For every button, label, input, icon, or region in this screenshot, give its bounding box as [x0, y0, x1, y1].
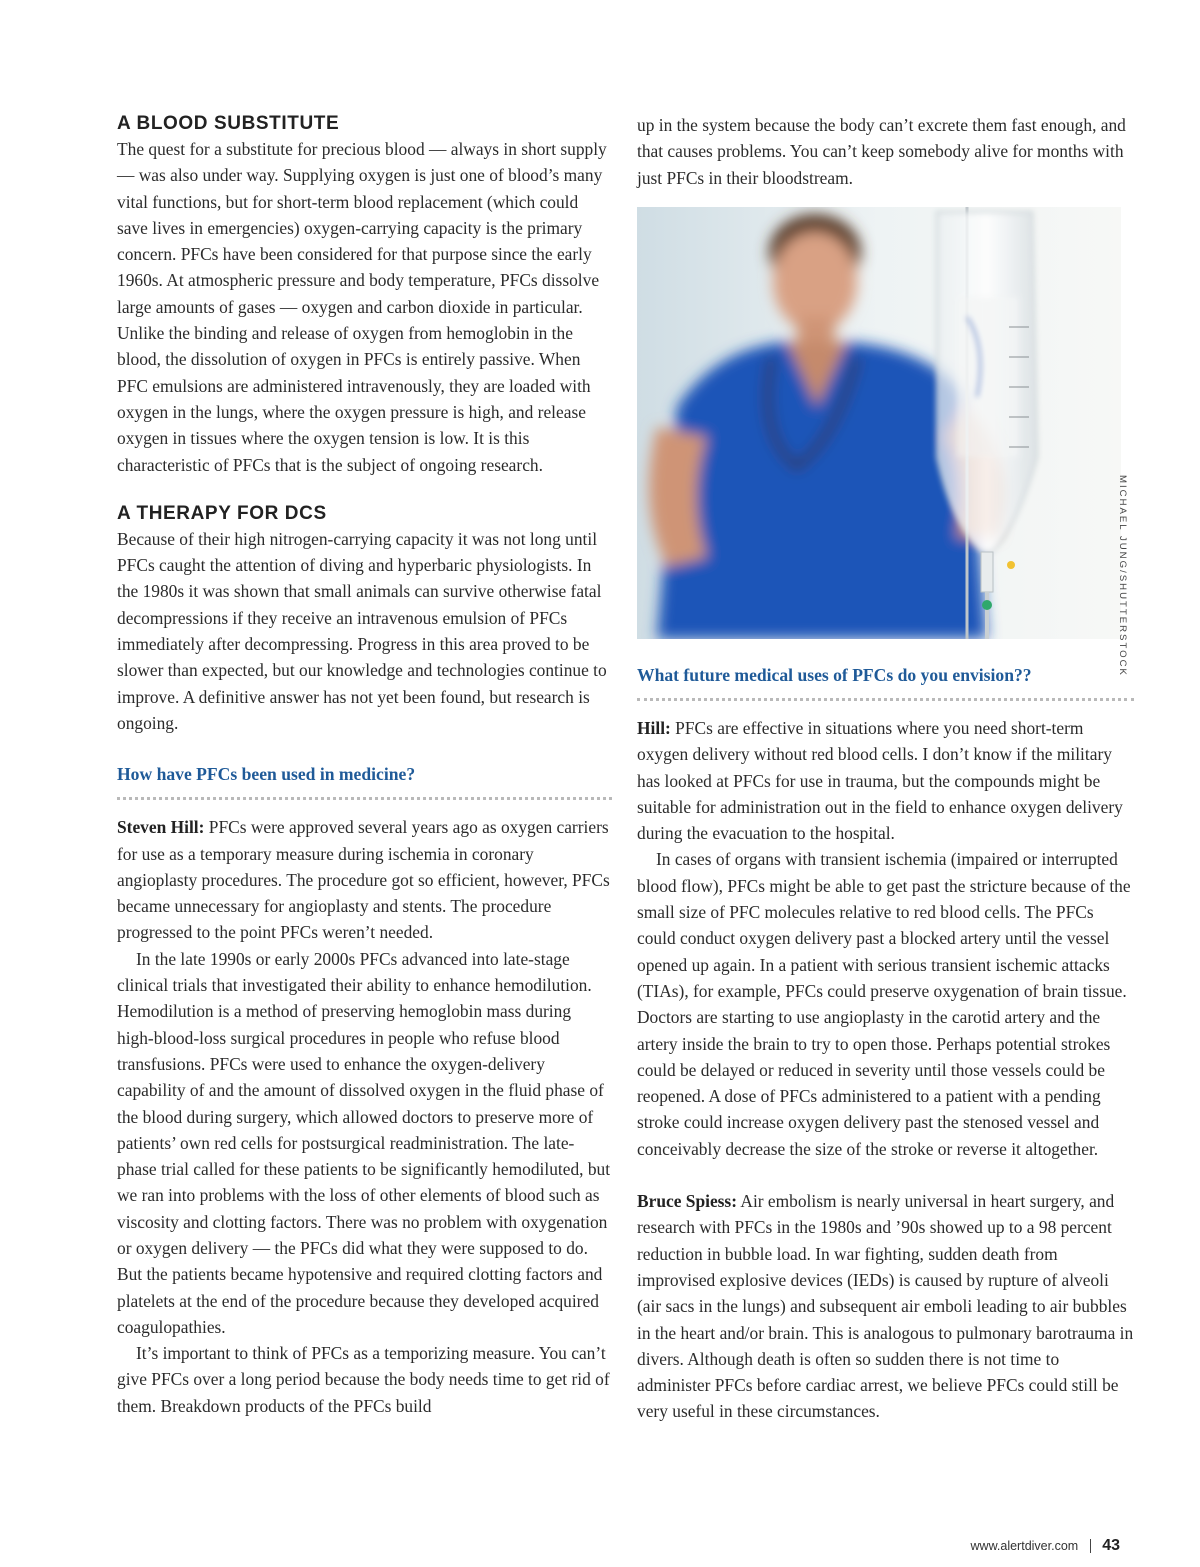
page-number: 43	[1102, 1537, 1120, 1554]
right-column	[637, 112, 1134, 191]
page-footer	[971, 1537, 1120, 1555]
photo-credit: MICHAEL JUNG/SHUTTERSTOCK	[1117, 475, 1128, 677]
left-column	[117, 112, 612, 1419]
answer-paragraph: It’s important to think of PFCs as a temporizing measure. You can’t give PFCs over a long period because the body needs time to get rid of them. Breakdown products of the PFCs build	[117, 1343, 610, 1416]
answer-text: PFCs are effective in situations where you need short-term oxygen delivery without red blood cells. I don’t know if the military has looked at PFCs for use in trauma, but the compounds might be suitable for administration out in the field to enhance oxygen delivery during the evacuation to the hospital.	[637, 718, 1123, 844]
answer-text: Air embolism is nearly universal in heart surgery, and research with PFCs in the 1980s and ’90s showed up to a 98 percent reduction in bubble load. In war fighting, sudden death from improvised explosive devices (IEDs) is caused by rupture of alveoli (air sacs in the lungs) and subsequent air emboli leading to air bubbles in the heart and/or brain. This is analogous to pulmonary barotrauma in divers. Although death is often so sudden there is not time to administer PFCs before cardiac arrest, we believe PFCs could still be very useful in these circumstances.	[637, 1191, 1134, 1422]
answer-text: PFCs were approved several years ago as oxygen carriers for use as a temporary measure during ischemia in coronary angioplasty procedures. The procedure got so efficient, however, PFCs became unnecessary for angioplasty and stents. The procedure progressed to the point PFCs weren’t needed.	[117, 817, 610, 943]
paragraph-blood-substitute: The quest for a substitute for precious blood — always in short supply — was also under way. Supplying oxygen is just one of blood’s many vital functions, but for short-term blood replacement (which could save lives in emergencies) oxygen-carrying capacity is the primary concern. PFCs have been considered for that purpose since the early 1960s. At atmospheric pressure and body temperature, PFCs dissolve large amounts of gases — oxygen and carbon dioxide in particular. Unlike the binding and release of oxygen from hemoglobin in the blood, the dissolution of oxygen in PFCs is entirely passive. When PFC emulsions are administered intravenously, they are loaded with oxygen in the lungs, where the oxygen pressure is high, and release oxygen in tissues where the oxygen tension is low. It is this characteristic of PFCs that is the subject of ongoing research.	[117, 139, 607, 475]
answer-paragraph: In the late 1990s or early 2000s PFCs advanced into late-stage clinical trials that investigated their ability to enhance hemodilution. Hemodilution is a method of preserving hemoglobin mass during high-blood-loss surgical procedures in people who refuse blood transfusions. PFCs were used to enhance the oxygen-delivery capability of and the amount of dissolved oxygen in the fluid phase of the blood during surgery, which allowed doctors to preserve more of patients’ own red cells for postsurgical readministration. The late-phase trial called for these patients to be significantly hemodiluted, but we ran into problems with the loss of other elements of blood such as viscosity and clotting factors. There was no problem with oxygenation or oxygen delivery — the PFCs did what they were supposed to do. But the patients became hypotensive and required clotting factors and platelets at the end of the procedure because they developed acquired coagulopathies.	[117, 948, 611, 1337]
photo-nurse-iv-bag	[637, 207, 1121, 639]
answer-paragraph: In cases of organs with transient ischemia (impaired or interrupted blood flow), PFCs might be able to get past the stricture because of the small size of PFC molecules relative to red blood cells. The PFCs could conduct oxygen delivery past a blocked artery until the vessel opened up again. In a patient with serious transient ischemic attacks (TIAs), for example, PFCs could preserve oxygenation of brain tissue. Doctors are starting to use angioplasty in the carotid artery and the artery inside the brain to try to open those. Perhaps potential strokes could be delayed or reduced in severity until those vessels could be reopened. A dose of PFCs administered to a patient with a pending stroke could increase oxygen delivery past the stenosed vessel and conceivably decrease the size of the stroke or reverse it altogether.	[637, 849, 1131, 1159]
answer-paragraph	[637, 715, 1134, 846]
speaker-name: Bruce Spiess:	[637, 1191, 737, 1212]
answer-paragraph	[117, 814, 612, 945]
answer-paragraph	[637, 1188, 1134, 1425]
speaker-name: Hill:	[637, 718, 671, 738]
right-column-lower	[637, 663, 1134, 1425]
dotted-divider	[117, 797, 612, 800]
footer-divider	[1090, 1539, 1091, 1553]
paragraph-therapy-dcs: Because of their high nitrogen-carrying capacity it was not long until PFCs caught the attention of diving and hyperbaric physiologists. In the 1980s it was shown that small animals can survive otherwise fatal decompressions if they receive an intravenous emulsion of PFCs immediately after decompressing. Progress in this area proved to be slower than expected, but our knowledge and technologies continue to improve. A definitive answer has not yet been found, but research is ongoing.	[117, 528, 607, 733]
photo-illustration	[637, 207, 1121, 639]
section-heading-therapy-dcs: A THERAPY FOR DCS	[117, 502, 327, 524]
speaker-name: Steven Hill:	[117, 817, 205, 838]
interview-question-future-uses: What future medical uses of PFCs do you envision??	[637, 665, 1032, 685]
continuation-paragraph: up in the system because the body can’t excrete them fast enough, and that causes problems. You can’t keep somebody alive for months with just PFCs in their bloodstream.	[637, 115, 1126, 188]
website-link[interactable]: www.alertdiver.com	[970, 1539, 1079, 1553]
interview-question-medicine: How have PFCs been used in medicine?	[117, 764, 416, 785]
section-heading-blood-substitute: A BLOOD SUBSTITUTE	[117, 113, 340, 134]
dotted-divider	[637, 698, 1134, 701]
